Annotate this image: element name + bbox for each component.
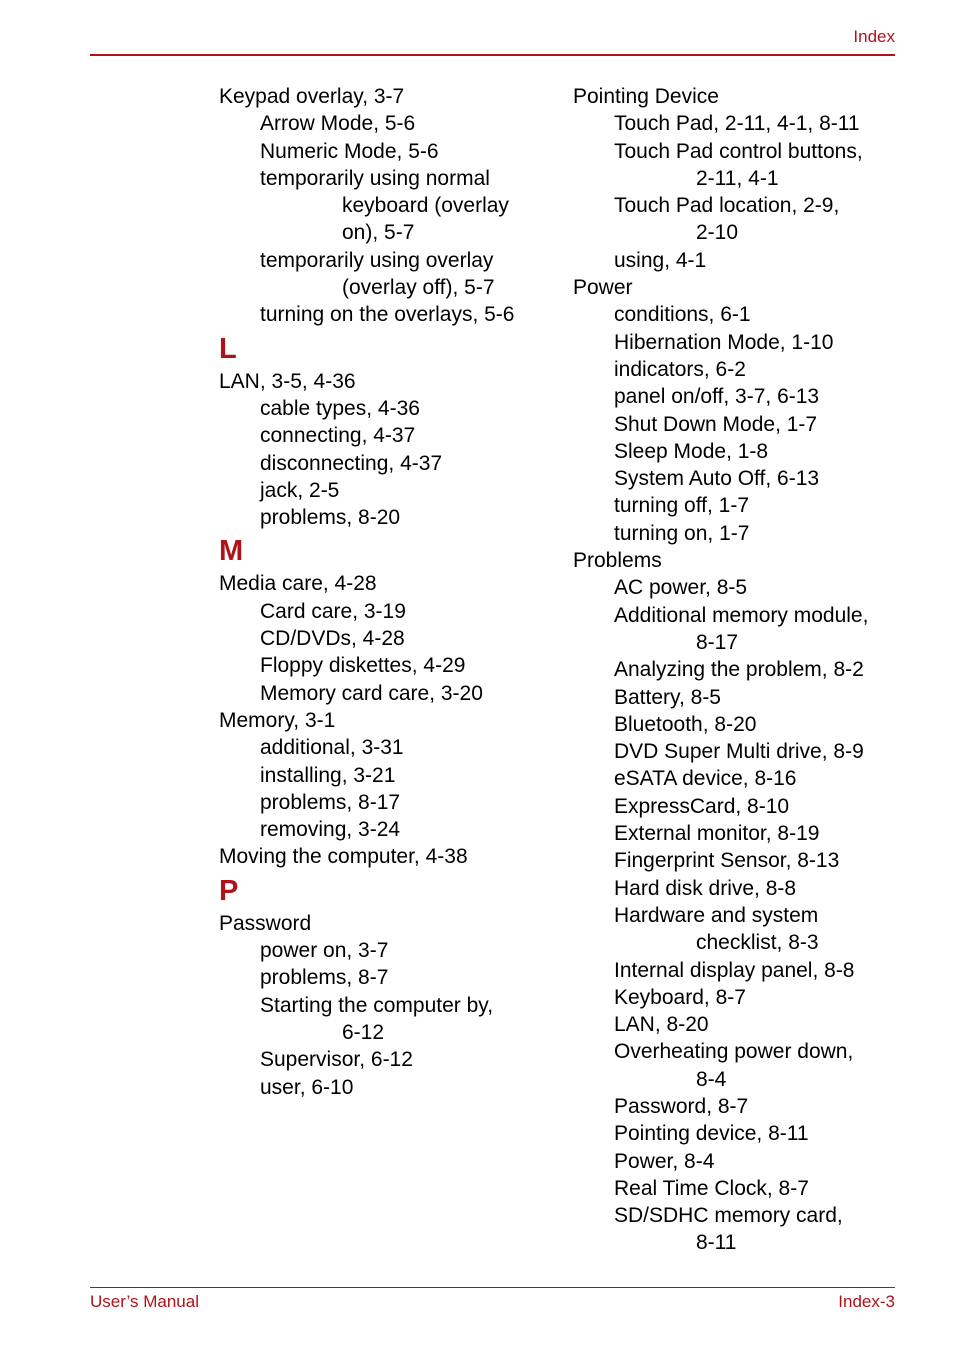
index-subentry: Memory card care, 3-20 bbox=[260, 681, 483, 705]
index-subentry: turning on the overlays, 5-6 bbox=[260, 303, 515, 327]
index-subentry: conditions, 6-1 bbox=[614, 303, 751, 327]
index-subentry: Touch Pad, 2-11, 4-1, 8-11 bbox=[614, 112, 860, 136]
index-continuation: 2-10 bbox=[696, 221, 739, 245]
index-subentry: disconnecting, 4-37 bbox=[260, 451, 443, 475]
index-continuation: 8-11 bbox=[696, 1231, 737, 1255]
index-subentry: indicators, 6-2 bbox=[614, 357, 746, 381]
index-letter-heading: L bbox=[219, 332, 237, 365]
index-subentry: Starting the computer by, bbox=[260, 993, 494, 1017]
index-subentry: Fingerprint Sensor, 8-13 bbox=[614, 849, 840, 873]
index-subentry: using, 4-1 bbox=[614, 248, 707, 272]
index-subentry: Arrow Mode, 5-6 bbox=[260, 112, 416, 136]
index-subentry: problems, 8-20 bbox=[260, 506, 401, 530]
index-subentry: LAN, 8-20 bbox=[614, 1013, 709, 1037]
index-subentry: power on, 3-7 bbox=[260, 939, 389, 963]
index-subentry: Numeric Mode, 5-6 bbox=[260, 139, 439, 163]
index-subentry: Hard disk drive, 8-8 bbox=[614, 876, 797, 900]
index-continuation: 6-12 bbox=[342, 1020, 385, 1044]
index-entry: Pointing Device bbox=[573, 85, 719, 108]
footer-manual-title: User’s Manual bbox=[90, 1292, 199, 1311]
index-subentry: Overheating power down, bbox=[614, 1040, 854, 1064]
index-subentry: Card care, 3-19 bbox=[260, 599, 406, 623]
index-subentry: Battery, 8-5 bbox=[614, 685, 721, 709]
index-subentry: Supervisor, 6-12 bbox=[260, 1048, 413, 1072]
index-subentry: Keyboard, 8-7 bbox=[614, 985, 746, 1009]
index-subentry: CD/DVDs, 4-28 bbox=[260, 627, 405, 651]
index-subentry: Additional memory module, bbox=[614, 603, 869, 627]
index-subentry: cable types, 4-36 bbox=[260, 396, 420, 420]
index-subentry: Bluetooth, 8-20 bbox=[614, 712, 757, 736]
index-column-right bbox=[573, 83, 913, 1257]
index-subentry: panel on/off, 3-7, 6-13 bbox=[614, 385, 820, 409]
index-subentry: installing, 3-21 bbox=[260, 763, 396, 787]
index-subentry: Password, 8-7 bbox=[614, 1094, 749, 1118]
index-continuation: checklist, 8-3 bbox=[696, 931, 819, 955]
index-subentry: temporarily using overlay bbox=[260, 248, 494, 272]
index-entry: Moving the computer, 4-38 bbox=[219, 845, 468, 869]
index-subentry: temporarily using normal bbox=[260, 166, 490, 190]
index-entry: Password bbox=[219, 911, 312, 935]
index-subentry: Sleep Mode, 1-8 bbox=[614, 439, 769, 463]
header-section-label: Index bbox=[853, 27, 895, 46]
index-subentry: External monitor, 8-19 bbox=[614, 822, 820, 846]
index-subentry: AC power, 8-5 bbox=[614, 576, 748, 600]
index-continuation: 8-17 bbox=[696, 630, 739, 654]
index-subentry: System Auto Off, 6-13 bbox=[614, 467, 820, 491]
index-letter-heading: M bbox=[219, 535, 244, 568]
index-subentry: Analyzing the problem, 8-2 bbox=[614, 658, 864, 682]
footer-rule bbox=[90, 1287, 895, 1288]
index-subentry: Shut Down Mode, 1-7 bbox=[614, 412, 818, 436]
index-subentry: Hardware and system bbox=[614, 903, 819, 927]
index-subentry: jack, 2-5 bbox=[260, 478, 340, 502]
index-subentry: problems, 8-7 bbox=[260, 966, 389, 990]
index-subentry: connecting, 4-37 bbox=[260, 424, 416, 448]
index-subentry: Floppy diskettes, 4-29 bbox=[260, 654, 466, 678]
index-entry: LAN, 3-5, 4-36 bbox=[219, 369, 356, 393]
index-entry: Memory, 3-1 bbox=[219, 708, 336, 732]
index-entry: Problems bbox=[573, 549, 662, 573]
index-subentry: ExpressCard, 8-10 bbox=[614, 794, 790, 818]
index-subentry: turning off, 1-7 bbox=[614, 494, 750, 518]
index-subentry: Hibernation Mode, 1-10 bbox=[614, 330, 834, 354]
index-subentry: Internal display panel, 8-8 bbox=[614, 958, 855, 982]
index-entry: Media care, 4-28 bbox=[219, 572, 377, 596]
index-subentry: Real Time Clock, 8-7 bbox=[614, 1176, 809, 1200]
index-subentry: additional, 3-31 bbox=[260, 736, 404, 760]
index-subentry: DVD Super Multi drive, 8-9 bbox=[614, 740, 864, 764]
index-letter-heading: P bbox=[219, 874, 239, 907]
index-continuation: on), 5-7 bbox=[342, 221, 415, 245]
index-entry: Keypad overlay, 3-7 bbox=[219, 85, 405, 108]
index-subentry: Touch Pad location, 2-9, bbox=[614, 194, 840, 218]
footer-page-number: Index-3 bbox=[838, 1292, 895, 1311]
index-subentry: user, 6-10 bbox=[260, 1075, 354, 1099]
index-subentry: eSATA device, 8-16 bbox=[614, 767, 797, 791]
index-continuation: (overlay off), 5-7 bbox=[342, 276, 495, 300]
index-continuation: 2-11, 4-1 bbox=[696, 166, 779, 190]
index-continuation: 8-4 bbox=[696, 1067, 727, 1091]
index-subentry: Pointing device, 8-11 bbox=[614, 1122, 809, 1146]
index-column-left bbox=[219, 83, 559, 1101]
header-rule bbox=[90, 54, 895, 56]
index-subentry: turning on, 1-7 bbox=[614, 521, 750, 545]
index-subentry: problems, 8-17 bbox=[260, 790, 401, 814]
index-subentry: SD/SDHC memory card, bbox=[614, 1204, 843, 1228]
index-subentry: Touch Pad control buttons, bbox=[614, 139, 863, 163]
index-entry: Power bbox=[573, 276, 633, 300]
index-continuation: keyboard (overlay bbox=[342, 194, 509, 218]
index-subentry: removing, 3-24 bbox=[260, 818, 401, 842]
index-subentry: Power, 8-4 bbox=[614, 1149, 715, 1173]
